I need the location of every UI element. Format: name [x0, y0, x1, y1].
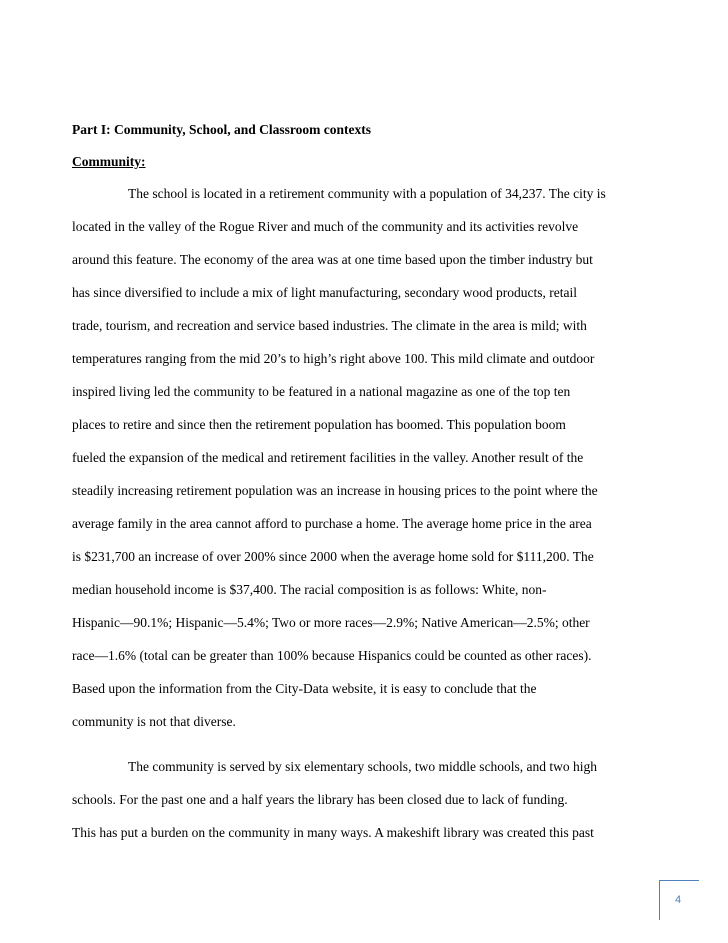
paragraph-line: has since diversified to include a mix of light manufacturing, secondary wood products, retail — [72, 285, 577, 300]
paragraph-line: fueled the expansion of the medical and retirement facilities in the valley. Another result of the — [72, 450, 584, 465]
paragraph-line: The school is located in a retirement community with a population of 34,237. The city is — [128, 186, 606, 201]
paragraph-line: Hispanic—90.1%; Hispanic—5.4%; Two or more races—2.9%; Native American—2.5%; other — [72, 615, 590, 630]
paragraph-line: average family in the area cannot afford to purchase a home. The average home price in the area — [72, 516, 592, 531]
section-heading: Part I: Community, School, and Classroom contexts — [72, 122, 372, 137]
paragraph-line: around this feature. The economy of the area was at one time based upon the timber industry but — [72, 252, 593, 267]
paragraph-line: inspired living led the community to be featured in a national magazine as one of the top ten — [72, 384, 571, 399]
paragraph-line: trade, tourism, and recreation and service based industries. The climate in the area is mild; with — [72, 318, 587, 333]
page-number: 4 — [675, 894, 682, 906]
paragraph-line: places to retire and since then the retirement population has boomed. This population boom — [72, 417, 566, 432]
paragraph-line: temperatures ranging from the mid 20’s to high’s right above 100. This mild climate and outdoor — [72, 351, 595, 366]
paragraph-line: This has put a burden on the community in many ways. A makeshift library was created this past — [72, 825, 594, 840]
paragraph-line: median household income is $37,400. The racial composition is as follows: White, non- — [72, 582, 547, 597]
paragraph-line: Based upon the information from the City-Data website, it is easy to conclude that the — [72, 681, 537, 696]
subsection-heading: Community: — [72, 154, 146, 169]
paragraph-line: is $231,700 an increase of over 200% since 2000 when the average home sold for $111,200. The — [72, 549, 594, 564]
paragraph-line: The community is served by six elementary schools, two middle schools, and two high — [128, 759, 598, 774]
paragraph-line: schools. For the past one and a half years the library has been closed due to lack of funding. — [72, 792, 568, 807]
paragraph-line: community is not that diverse. — [72, 714, 236, 729]
paragraph-line: located in the valley of the Rogue River and much of the community and its activities revolve — [72, 219, 579, 234]
paragraph-line: race—1.6% (total can be greater than 100% because Hispanics could be counted as other races). — [72, 648, 592, 663]
paragraph-line: steadily increasing retirement population was an increase in housing prices to the point where the — [72, 483, 598, 498]
